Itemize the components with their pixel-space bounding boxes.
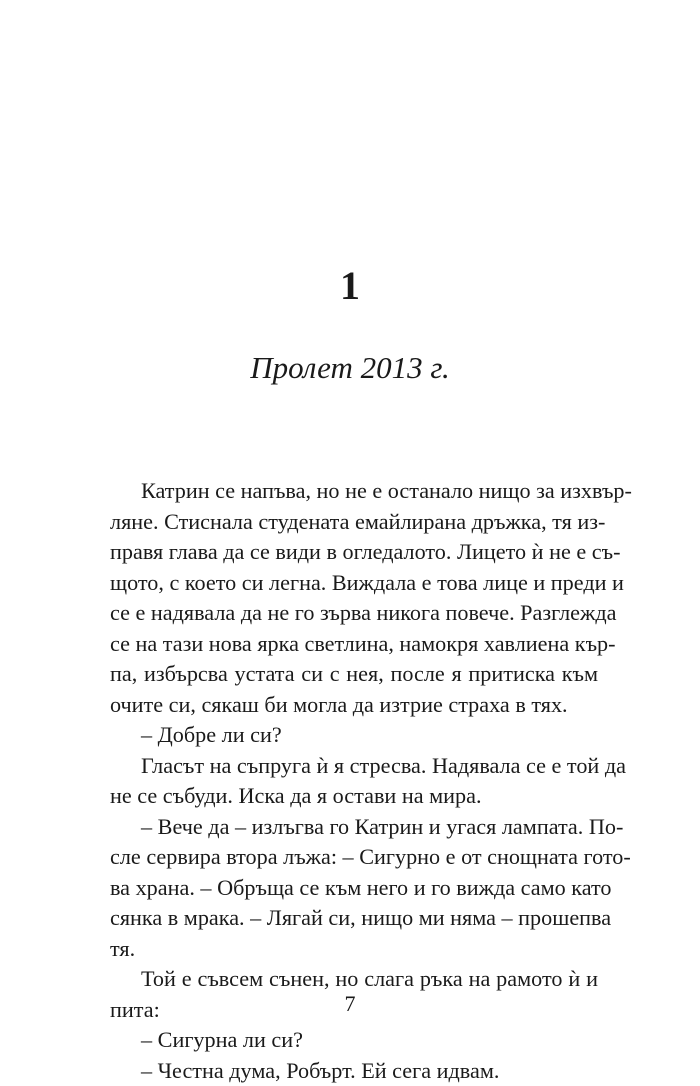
text-line: сле сервира втора лъжа: – Сигурно е от снощната гото- xyxy=(110,842,598,873)
text-line: ляне. Стиснала студената емайлирана дръжка, тя из- xyxy=(110,507,598,538)
chapter-subtitle: Пролет 2013 г. xyxy=(0,348,700,388)
chapter-number: 1 xyxy=(0,262,700,310)
text-line: Катрин се напъва, но не е останало нищо за изхвър- xyxy=(110,476,598,507)
text-line: – Сигурна ли си? xyxy=(110,1025,598,1056)
text-line: тя. xyxy=(110,934,598,965)
text-line: щото, с което си легна. Виждала е това лице и преди и xyxy=(110,568,598,599)
text-line: – Добре ли си? xyxy=(110,720,598,751)
text-line: не се събуди. Иска да я остави на мира. xyxy=(110,781,598,812)
text-line: се на тази нова ярка светлина, намокря хавлиена кър- xyxy=(110,629,598,660)
text-line: пита: xyxy=(110,995,598,1026)
text-line: – Вече да – излъгва го Катрин и угася лампата. По- xyxy=(110,812,598,843)
text-line: сянка в мрака. – Лягай си, нищо ми няма – прошепва xyxy=(110,903,598,934)
text-line: очите си, сякаш би могла да изтрие страха в тях. xyxy=(110,690,598,721)
text-line: – Честна дума, Робърт. Ей сега идвам. xyxy=(110,1056,598,1086)
page-number: 7 xyxy=(0,990,700,1018)
text-line: Гласът на съпруга ѝ я стресва. Надявала се е той да xyxy=(110,751,598,782)
text-line: Той е съвсем сънен, но слага ръка на рамото ѝ и xyxy=(110,964,598,995)
text-line: се е надявала да не го зърва никога повече. Разглежда xyxy=(110,598,598,629)
text-line: правя глава да се види в огледалото. Лицето ѝ не е съ- xyxy=(110,537,598,568)
text-line: ва храна. – Обръща се към него и го вижда само като xyxy=(110,873,598,904)
text-line: па, избърсва устата си с нея, после я притиска към xyxy=(110,659,598,690)
